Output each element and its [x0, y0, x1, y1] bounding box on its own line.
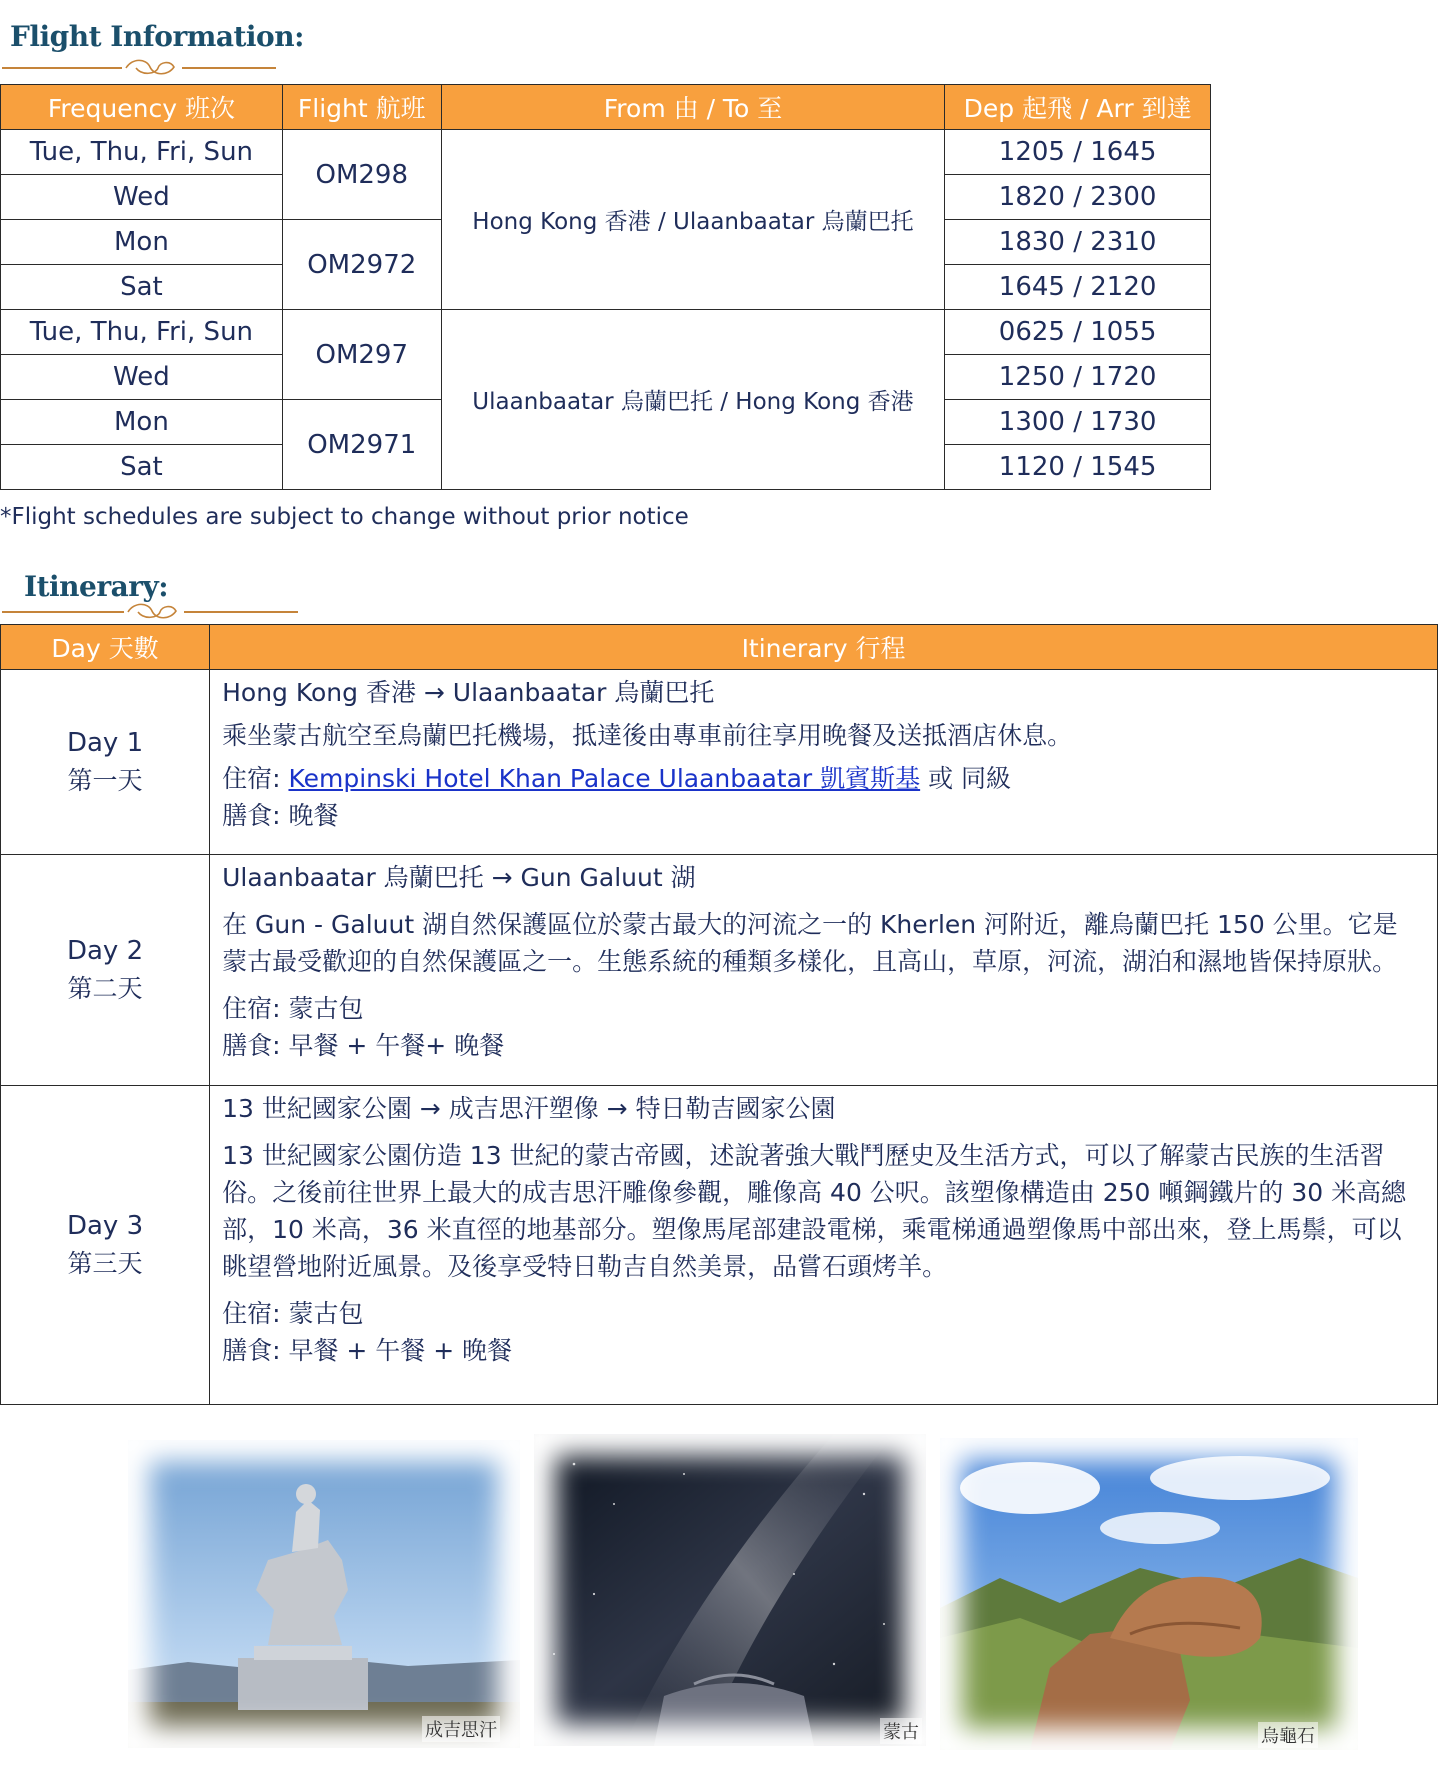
frequency-cell: Sat [1, 445, 283, 490]
time-cell: 1300 / 1730 [945, 400, 1211, 445]
meals-line: 膳食: 晚餐 [222, 801, 339, 830]
photo-caption: 烏龜石 [1258, 1722, 1318, 1748]
day-label-cell [1, 670, 210, 855]
frequency-cell: Tue, Thu, Fri, Sun [1, 130, 283, 175]
day-number-chinese: 第一天 [67, 766, 143, 795]
accommodation-line: 住宿: 蒙古包 [222, 1299, 364, 1328]
flourish-divider [0, 56, 280, 78]
frequency-cell: Wed [1, 355, 283, 400]
frequency-cell: Mon [1, 400, 283, 445]
photo-caption: 蒙古 [880, 1718, 922, 1744]
route-cell: Ulaanbaatar 烏蘭巴托 / Hong Kong 香港 [441, 310, 945, 490]
day-description-line: 俗。之後前往世界上最大的成吉思汗雕像參觀，雕像高 40 公呎。該塑像構造由 250 噸鋼鐵片的 30 米高總 [222, 1178, 1407, 1207]
flight-number-cell: OM298 [282, 130, 441, 220]
hotel-link[interactable]: Kempinski Hotel Khan Palace Ulaanbaatar 凱賓斯基 [288, 764, 921, 793]
day-route: 13 世紀國家公園 → 成吉思汗塑像 → 特日勒吉國家公園 [222, 1094, 836, 1123]
time-cell: 1250 / 1720 [945, 355, 1211, 400]
itinerary-row-day-2 [1, 855, 1438, 1086]
day-label-cell [1, 1086, 210, 1405]
day-description: 乘坐蒙古航空至烏蘭巴托機場，抵達後由專車前往享用晚餐及送抵酒店休息。 [222, 721, 1073, 750]
accommodation-line [222, 760, 1425, 797]
meals-line: 膳食: 早餐 + 午餐+ 晚餐 [222, 1031, 505, 1060]
photo-caption: 成吉思汗 [422, 1716, 500, 1742]
time-cell: 1830 / 2310 [945, 220, 1211, 265]
day-number-chinese: 第三天 [67, 1249, 143, 1278]
header-route: From 由 / To 至 [441, 85, 945, 130]
frequency-cell: Sat [1, 265, 283, 310]
time-cell: 1820 / 2300 [945, 175, 1211, 220]
day-description-line: 眺望營地附近風景。及後享受特日勒吉自然美景，品嘗石頭烤羊。 [222, 1252, 948, 1281]
day-description-line: 13 世紀國家公園仿造 13 世紀的蒙古帝國，述說著強大戰鬥歷史及生活方式，可以了解蒙古民族的生活習 [222, 1141, 1385, 1170]
day-number: Day 1 [66, 728, 144, 758]
night-yurt-photo [534, 1434, 926, 1746]
itinerary-header-row [1, 625, 1438, 670]
flight-number-cell: OM297 [282, 310, 441, 400]
turtle-rock-photo [940, 1438, 1358, 1750]
day-number: Day 3 [66, 1211, 144, 1241]
day-content-cell [210, 670, 1438, 855]
day-content-cell [210, 855, 1438, 1086]
itinerary-row-day-3 [1, 1086, 1438, 1405]
itinerary-title: Itinerary: [24, 570, 169, 603]
flight-number-cell: OM2972 [282, 220, 441, 310]
flight-table [0, 84, 1211, 490]
day-content-cell [210, 1086, 1438, 1405]
header-itinerary: Itinerary 行程 [210, 625, 1438, 670]
flight-info-title: Flight Information: [10, 20, 304, 53]
frequency-cell: Wed [1, 175, 283, 220]
day-description-line: 部，10 米高，36 米直徑的地基部分。塑像馬尾部建設電梯，乘電梯通過塑像馬中部出來，登上馬鬃，可以 [222, 1215, 1402, 1244]
day-route: Ulaanbaatar 烏蘭巴托 → Gun Galuut 湖 [222, 863, 696, 892]
accommodation-label: 住宿: [222, 764, 289, 793]
turtle-rock-image [940, 1438, 1358, 1750]
time-cell: 1645 / 2120 [945, 265, 1211, 310]
flight-number-cell: OM2971 [282, 400, 441, 490]
frequency-cell: Mon [1, 220, 283, 265]
accommodation-line: 住宿: 蒙古包 [222, 994, 364, 1023]
time-cell: 1120 / 1545 [945, 445, 1211, 490]
day-description-line: 在 Gun - Galuut 湖自然保護區位於蒙古最大的河流之一的 Kherlen 河附近，離烏蘭巴托 150 公里。它是 [222, 910, 1398, 939]
day-label-cell [1, 855, 210, 1086]
genghis-khan-statue-photo [128, 1440, 520, 1748]
frequency-cell: Tue, Thu, Fri, Sun [1, 310, 283, 355]
header-frequency: Frequency 班次 [1, 85, 283, 130]
accommodation-suffix: 或 同級 [920, 764, 1012, 793]
header-day: Day 天數 [1, 625, 210, 670]
day-number-chinese: 第二天 [67, 974, 143, 1003]
schedule-note: *Flight schedules are subject to change without prior notice [0, 504, 689, 530]
day-route: Hong Kong 香港 → Ulaanbaatar 烏蘭巴托 [222, 678, 715, 707]
time-cell: 1205 / 1645 [945, 130, 1211, 175]
flight-header-row [1, 85, 1211, 130]
flourish-divider [0, 600, 300, 622]
day-number: Day 2 [66, 936, 144, 966]
table-row [1, 130, 1211, 175]
day-description-line: 蒙古最受歡迎的自然保護區之一。生態系統的種類多樣化，且高山，草原，河流，湖泊和濕地皆保持原狀。 [222, 947, 1398, 976]
table-row [1, 310, 1211, 355]
header-times: Dep 起飛 / Arr 到達 [945, 85, 1211, 130]
milky-way-image [534, 1434, 926, 1746]
meals-line: 膳食: 早餐 + 午餐 + 晚餐 [222, 1336, 513, 1365]
itinerary-table [0, 624, 1438, 1405]
header-flight: Flight 航班 [282, 85, 441, 130]
statue-image [128, 1440, 520, 1748]
itinerary-row-day-1 [1, 670, 1438, 855]
route-cell: Hong Kong 香港 / Ulaanbaatar 烏蘭巴托 [441, 130, 945, 310]
time-cell: 0625 / 1055 [945, 310, 1211, 355]
